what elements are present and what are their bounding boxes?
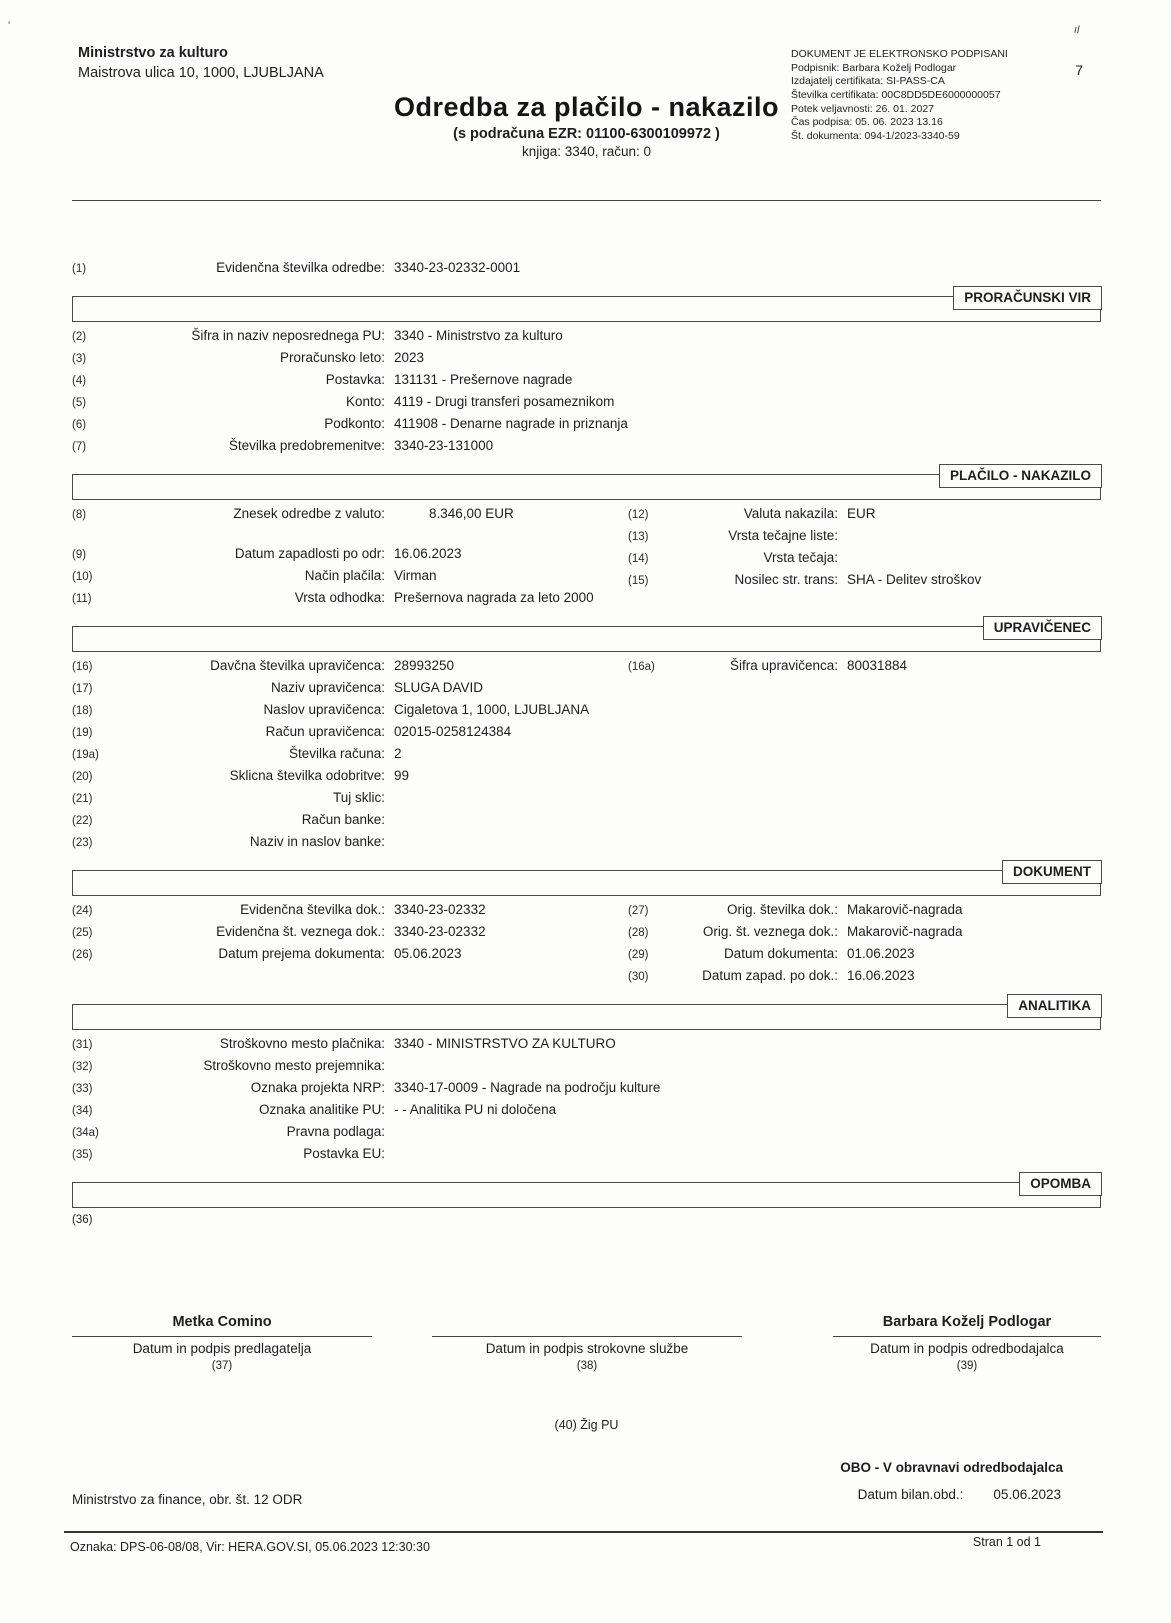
- esign-line: Čas podpisa: 05. 06. 2023 13.16: [791, 116, 943, 129]
- row-num: (2): [72, 331, 87, 343]
- row-label: Orig. št. veznega dok.:: [702, 924, 838, 939]
- form-row-1: [72, 260, 1101, 282]
- row-num: (5): [72, 397, 87, 409]
- form-row-23: [72, 834, 1101, 856]
- row-label: Naziv upravičenca:: [270, 680, 385, 695]
- esign-line: DOKUMENT JE ELEKTRONSKO PODPISANI: [791, 48, 1008, 60]
- row-value: 3340-23-02332: [394, 924, 486, 939]
- row-label: Tuj sklic:: [332, 790, 385, 805]
- row-num: (11): [72, 593, 92, 605]
- row-value: SHA - Delitev stroškov: [847, 572, 982, 587]
- esign-line: Potek veljavnosti: 26. 01. 2027: [791, 102, 935, 115]
- row-label: Vrsta odhodka:: [294, 590, 385, 605]
- row-value: 4119 - Drugi transferi posameznikom: [394, 394, 615, 409]
- row-num: (23): [72, 837, 93, 849]
- form-row-12: [620, 506, 1101, 528]
- row-label: Datum zapad. po dok.:: [702, 968, 838, 983]
- row-value: 02015-0258124384: [394, 724, 512, 739]
- form-row-35: [72, 1146, 1101, 1168]
- row-num: (33): [72, 1083, 93, 1095]
- form-row-36: [72, 1214, 1101, 1236]
- header-divider: [72, 200, 1101, 201]
- page-indicator: Stran 1 od 1: [972, 1535, 1041, 1549]
- row-value: 01.06.2023: [847, 946, 915, 961]
- row-value: 3340-23-02332-0001: [394, 260, 521, 275]
- form-row-32: [72, 1058, 1101, 1080]
- row-value: 3340-17-0009 - Nagrade na področju kulture: [394, 1080, 661, 1095]
- signature-caption: Datum in podpis predlagatelja: [132, 1341, 312, 1356]
- section-empty-box: [72, 1182, 1101, 1208]
- row-label: Konto:: [345, 394, 385, 409]
- row-num: (16): [72, 661, 93, 673]
- row-value: Cigaletova 1, 1000, LJUBLJANA: [394, 702, 590, 717]
- row-label: Nosilec str. trans:: [734, 572, 838, 587]
- row-num: (12): [628, 509, 649, 521]
- signature-line: [432, 1336, 742, 1337]
- row-value: 131131 - Prešernove nagrade: [394, 372, 573, 387]
- section-empty-box: [72, 870, 1101, 896]
- row-label: Orig. številka dok.:: [726, 902, 838, 917]
- signature-number: (38): [576, 1360, 598, 1372]
- form-row-10: [72, 568, 620, 590]
- sender-block: [78, 44, 324, 83]
- row-value: 3340-23-02332: [394, 902, 486, 917]
- form-row-34a: [72, 1124, 1101, 1146]
- form-row-30: [620, 968, 1101, 990]
- row-value: Prešernova nagrada za leto 2000: [394, 590, 594, 605]
- row-value: 28993250: [394, 658, 455, 673]
- row-num: (24): [72, 905, 93, 917]
- page-title: Odredba za plačilo - nakazilo: [393, 92, 780, 122]
- signature-number: (37): [211, 1360, 233, 1372]
- form-row-18: [72, 702, 1101, 724]
- row-label: Davčna številka upravičenca:: [210, 658, 385, 673]
- section-empty-box: [72, 626, 1101, 652]
- sender-name: Ministrstvo za kulturo: [78, 45, 228, 61]
- row-num: (34): [72, 1105, 93, 1117]
- row-num: (16a): [628, 661, 655, 673]
- form-row-4: [72, 372, 1101, 394]
- payment-columns: [72, 506, 1101, 612]
- row-label: Številka računa:: [288, 746, 385, 761]
- document-header: [72, 0, 1101, 230]
- row-label: Postavka:: [325, 372, 385, 387]
- form-row-15: [620, 572, 1101, 594]
- balance-date-row: [858, 1487, 1061, 1502]
- ministry-form-reference: Ministrstvo za finance, obr. št. 12 ODR: [72, 1492, 303, 1507]
- row-value: 2023: [394, 350, 425, 365]
- row-num: (1): [72, 263, 87, 275]
- esign-line: Št. dokumenta: 094-1/2023-3340-59: [791, 129, 960, 142]
- signer-name: Metka Comino: [172, 1314, 272, 1330]
- form-row-25: [72, 924, 620, 946]
- form-row-5: [72, 394, 1101, 416]
- row-num: (19a): [72, 749, 99, 761]
- row-num: (18): [72, 705, 93, 717]
- section-bar-dokument: [72, 858, 1101, 898]
- section-bar-opomba: [72, 1170, 1101, 1210]
- row-num: (31): [72, 1039, 93, 1051]
- row-num: (4): [72, 375, 87, 387]
- balance-date-label: Datum bilan.obd.:: [857, 1487, 964, 1502]
- subtitle-book: knjiga: 3340, račun: 0: [521, 144, 652, 159]
- signature-number: (39): [956, 1360, 978, 1372]
- row-num: (17): [72, 683, 93, 695]
- row-label: Datum prejema dokumenta:: [218, 946, 385, 961]
- row-num: (7): [72, 441, 87, 453]
- row-label: Šifra in naziv neposrednega PU:: [191, 328, 385, 343]
- row-value: 3340 - Ministrstvo za kulturo: [394, 328, 563, 343]
- signature-line: [833, 1336, 1101, 1337]
- stamp-label: (40) Žig PU: [554, 1418, 619, 1432]
- row-label: Valuta nakazila:: [743, 506, 838, 521]
- row-label: Naziv in naslov banke:: [249, 834, 385, 849]
- row-num: (20): [72, 771, 93, 783]
- section-bar-placilo-nakazilo: [72, 462, 1101, 502]
- signature-caption: Datum in podpis strokovne službe: [485, 1341, 689, 1356]
- signature-caption: Datum in podpis odredbodajalca: [870, 1341, 1064, 1356]
- form-row-2: [72, 328, 1101, 350]
- form-row-22: [72, 812, 1101, 834]
- row-label: Račun upravičenca:: [265, 724, 385, 739]
- esign-line: Izdajatelj certifikata: SI-PASS-CA: [791, 75, 945, 88]
- row-num: (3): [72, 353, 87, 365]
- row-value: Makarovič-nagrada: [847, 924, 963, 939]
- row-label: Podkonto:: [324, 416, 385, 431]
- form-row-17: [72, 680, 1101, 702]
- row-num: (36): [72, 1214, 93, 1226]
- row-num: (35): [72, 1149, 93, 1161]
- row-label: Postavka EU:: [303, 1146, 385, 1161]
- row-label: Stroškovno mesto plačnika:: [219, 1036, 385, 1051]
- signature-proposer: [72, 1314, 372, 1372]
- row-label: Oznaka analitike PU:: [258, 1102, 385, 1117]
- row-label: Vrsta tečajne liste:: [728, 528, 838, 543]
- form-row-13: [620, 528, 1101, 550]
- row-num: (34a): [72, 1127, 99, 1139]
- row-label: Način plačila:: [304, 568, 385, 583]
- row-label: Šifra upravičenca:: [729, 658, 838, 673]
- form-row-31: [72, 1036, 1101, 1058]
- section-empty-box: [72, 1004, 1101, 1030]
- row-num: (6): [72, 419, 87, 431]
- row-num: (13): [628, 531, 649, 543]
- form-row-34: [72, 1102, 1101, 1124]
- row-value: 16.06.2023: [394, 546, 462, 561]
- section-bar-upravicenec: [72, 614, 1101, 654]
- signature-line: [72, 1336, 372, 1337]
- subtitle-ezr: (s podračuna EZR: 01100-6300109972 ): [453, 126, 720, 142]
- row-label: Datum zapadlosti po odr:: [234, 546, 385, 561]
- row-num: (19): [72, 727, 93, 739]
- sender-address: Maistrova ulica 10, 1000, LJUBLJANA: [78, 64, 324, 81]
- row-value: Makarovič-nagrada: [847, 902, 963, 917]
- form-row-8: [72, 506, 620, 528]
- row-value: 3340 - MINISTRSTVO ZA KULTURO: [394, 1036, 616, 1051]
- row-label: Znesek odredbe z valuto:: [233, 506, 385, 521]
- row-value: 3340-23-131000: [394, 438, 494, 453]
- row-num: (14): [628, 553, 649, 565]
- row-label: Stroškovno mesto prejemnika:: [203, 1058, 385, 1073]
- form-row-29: [620, 946, 1101, 968]
- signature-section: [72, 1314, 1101, 1372]
- form-row-9: [72, 546, 620, 568]
- form-row-11: [72, 590, 620, 612]
- section-bar-analitika: [72, 992, 1101, 1032]
- esign-line: Številka certifikata: 00C8DD5DE6000000057: [791, 88, 1001, 101]
- section-bar-proracunski-vir: [72, 284, 1101, 324]
- row-value: SLUGA DAVID: [394, 680, 484, 695]
- form-row-16: [72, 658, 620, 680]
- signer-name: [432, 1314, 742, 1334]
- row-label: Račun banke:: [301, 812, 385, 827]
- form-row-20: [72, 768, 1101, 790]
- row-num: (22): [72, 815, 93, 827]
- row-value: 80031884: [847, 658, 908, 673]
- row-label: Proračunsko leto:: [279, 350, 385, 365]
- scan-artifact-mark: ıl: [1072, 23, 1081, 37]
- footer-source-line: Oznaka: DPS-06-08/08, Vir: HERA.GOV.SI, 05.06.2023 12:30:30: [70, 1540, 430, 1554]
- section-title: PRORAČUNSKI VIR: [953, 286, 1102, 310]
- row-num: (32): [72, 1061, 93, 1073]
- signer-name: Barbara Koželj Podlogar: [882, 1314, 1052, 1330]
- row-label: Sklicna številka odobritve:: [229, 768, 385, 783]
- row-label: Evidenčna številka odredbe:: [216, 260, 385, 275]
- form-row-27: [620, 902, 1101, 924]
- form-row-7: [72, 438, 1101, 460]
- form-row-6: [72, 416, 1101, 438]
- section-title: ANALITIKA: [1007, 994, 1102, 1018]
- balance-date-value: 05.06.2023: [993, 1487, 1061, 1502]
- section-title: PLAČILO - NAKAZILO: [939, 464, 1102, 488]
- section-empty-box: [72, 296, 1101, 322]
- form-row-24: [72, 902, 620, 924]
- row-value: 8.346,00 EUR: [429, 506, 514, 521]
- row-num: (10): [72, 571, 93, 583]
- signature-expert-service: [432, 1314, 742, 1372]
- row-label: Naslov upravičenca:: [263, 702, 385, 717]
- margin-number: 7: [1075, 62, 1083, 78]
- row-num: (30): [628, 971, 649, 983]
- row-num: (25): [72, 927, 93, 939]
- form-row-3: [72, 350, 1101, 372]
- row-value: 411908 - Denarne nagrade in priznanja: [394, 416, 628, 431]
- row-label: Evidenčna št. veznega dok.:: [216, 924, 385, 939]
- row-value: 2: [394, 746, 402, 761]
- form-row-21: [72, 790, 1101, 812]
- row-label: Oznaka projekta NRP:: [250, 1080, 385, 1095]
- form-row-19: [72, 724, 1101, 746]
- footer-divider: [64, 1531, 1103, 1533]
- section-title: DOKUMENT: [1002, 860, 1102, 884]
- row-value: Virman: [394, 568, 437, 583]
- row-value: 05.06.2023: [394, 946, 462, 961]
- title-block: [72, 92, 1101, 159]
- section-title: OPOMBA: [1019, 1172, 1102, 1196]
- row-value: - - Analitika PU ni določena: [394, 1102, 557, 1117]
- form-row-28: [620, 924, 1101, 946]
- beneficiary-columns: [72, 658, 1101, 680]
- form-row-16a: [620, 658, 1101, 680]
- row-num: (21): [72, 793, 93, 805]
- form-row-33: [72, 1080, 1101, 1102]
- scan-artifact-mark: ': [8, 20, 11, 32]
- row-value: EUR: [847, 506, 876, 521]
- esign-line: Podpisnik: Barbara Koželj Podlogar: [791, 61, 957, 74]
- row-value: 99: [394, 768, 410, 783]
- form-row-14: [620, 550, 1101, 572]
- row-num: (26): [72, 949, 93, 961]
- row-label: Vrsta tečaja:: [763, 550, 838, 565]
- order-form: [72, 260, 1101, 1432]
- signature-authorizer: [833, 1314, 1101, 1372]
- row-num: (27): [628, 905, 649, 917]
- row-label: Datum dokumenta:: [723, 946, 838, 961]
- row-num: (29): [628, 949, 649, 961]
- document-columns: [72, 902, 1101, 990]
- row-num: (8): [72, 509, 87, 521]
- row-num: (15): [628, 575, 649, 587]
- row-label: Številka predobremenitve:: [228, 438, 385, 453]
- row-num: (9): [72, 549, 87, 561]
- row-label: Pravna podlaga:: [286, 1124, 385, 1139]
- form-row-26: [72, 946, 620, 968]
- order-status: OBO - V obravnavi odredbodajalca: [840, 1460, 1063, 1475]
- form-row-19a: [72, 746, 1101, 768]
- section-title: UPRAVIČENEC: [983, 616, 1102, 640]
- row-num: (28): [628, 927, 649, 939]
- row-value: 16.06.2023: [847, 968, 915, 983]
- row-label: Evidenčna številka dok.:: [240, 902, 385, 917]
